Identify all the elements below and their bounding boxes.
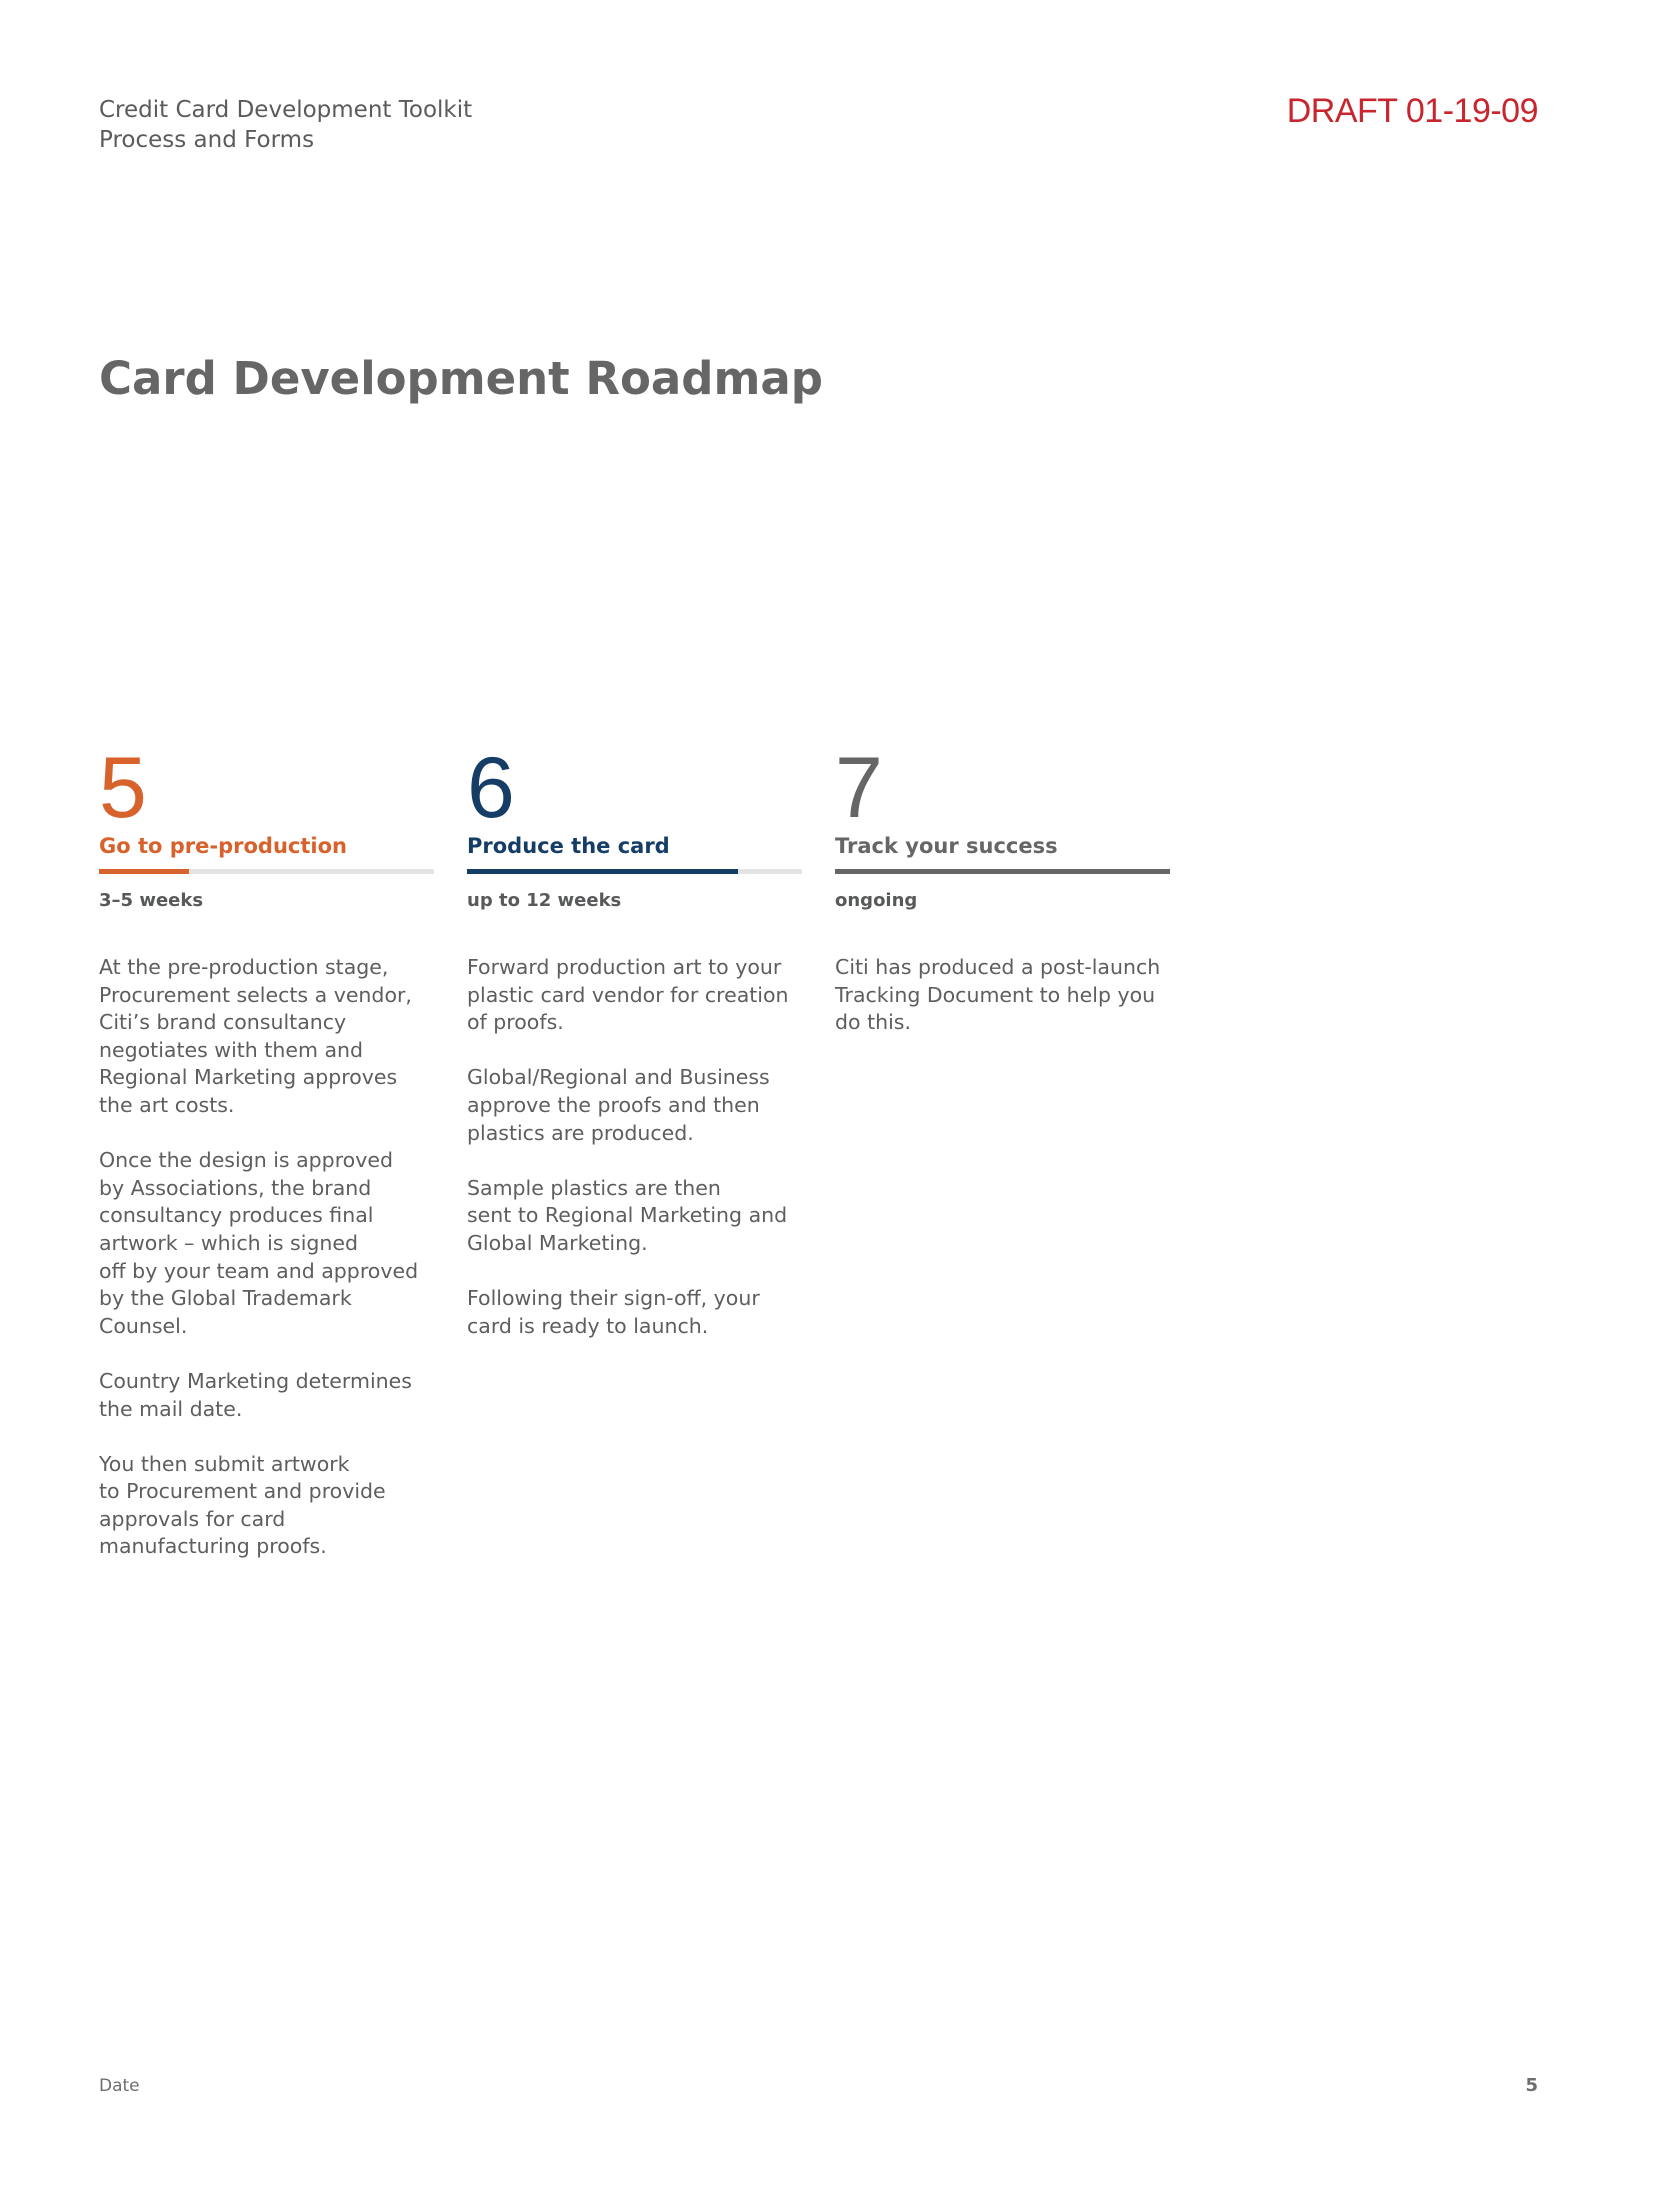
header-section-name: Process and Forms xyxy=(99,127,315,153)
roadmap-step-5 xyxy=(99,740,434,1589)
step-paragraph: At the pre-production stage, Procurement selects a vendor, Citi’s brand consultancy negotiates with them and Regional Marketing approves the art costs. xyxy=(99,955,412,1117)
step-duration: 3–5 weeks xyxy=(99,890,204,911)
draft-stamp: DRAFT 01-19-09 xyxy=(1286,92,1538,130)
page-number: 5 xyxy=(1525,2075,1538,2096)
step-progress-track xyxy=(467,869,802,874)
roadmap-step-7 xyxy=(835,740,1170,1064)
step-paragraph: You then submit artwork to Procurement and provide approvals for card manufacturing proofs. xyxy=(99,1451,386,1559)
step-number: 7 xyxy=(835,740,883,836)
step-progress-track xyxy=(99,869,434,874)
step-progress-track xyxy=(835,869,1170,874)
step-description xyxy=(99,954,434,1561)
step-duration: ongoing xyxy=(835,890,918,911)
header-toolkit-name: Credit Card Development Toolkit xyxy=(99,97,473,123)
step-progress-fill xyxy=(467,869,738,874)
step-paragraph: Sample plastics are then sent to Regional Marketing and Global Marketing. xyxy=(467,1175,788,1255)
step-progress-fill xyxy=(99,869,189,874)
step-description xyxy=(835,954,1170,1037)
step-paragraph: Forward production art to your plastic card vendor for creation of proofs. xyxy=(467,955,789,1035)
step-duration: up to 12 weeks xyxy=(467,890,622,911)
step-paragraph: Country Marketing determines the mail date. xyxy=(99,1368,412,1421)
step-paragraph: Global/Regional and Business approve the proofs and then plastics are produced. xyxy=(467,1065,770,1145)
document-header xyxy=(99,95,472,155)
step-title: Produce the card xyxy=(467,834,670,858)
page-title: Card Development Roadmap xyxy=(99,352,823,405)
roadmap-step-6 xyxy=(467,740,802,1368)
step-number: 5 xyxy=(99,740,147,836)
step-paragraph: Following their sign-off, your card is ready to launch. xyxy=(467,1286,760,1338)
step-progress-fill xyxy=(835,869,1170,874)
step-paragraph: Once the design is approved by Associations, the brand consultancy produces final artwork – which is signed off by your team and approved by the Global Trademark Counsel. xyxy=(99,1148,419,1338)
step-title: Track your success xyxy=(835,834,1058,858)
step-number: 6 xyxy=(467,740,515,836)
step-title: Go to pre-production xyxy=(99,834,347,858)
step-paragraph: Citi has produced a post-launch Tracking Document to help you do this. xyxy=(835,955,1161,1035)
step-description xyxy=(467,954,802,1340)
footer-date-label: Date xyxy=(99,2076,140,2096)
